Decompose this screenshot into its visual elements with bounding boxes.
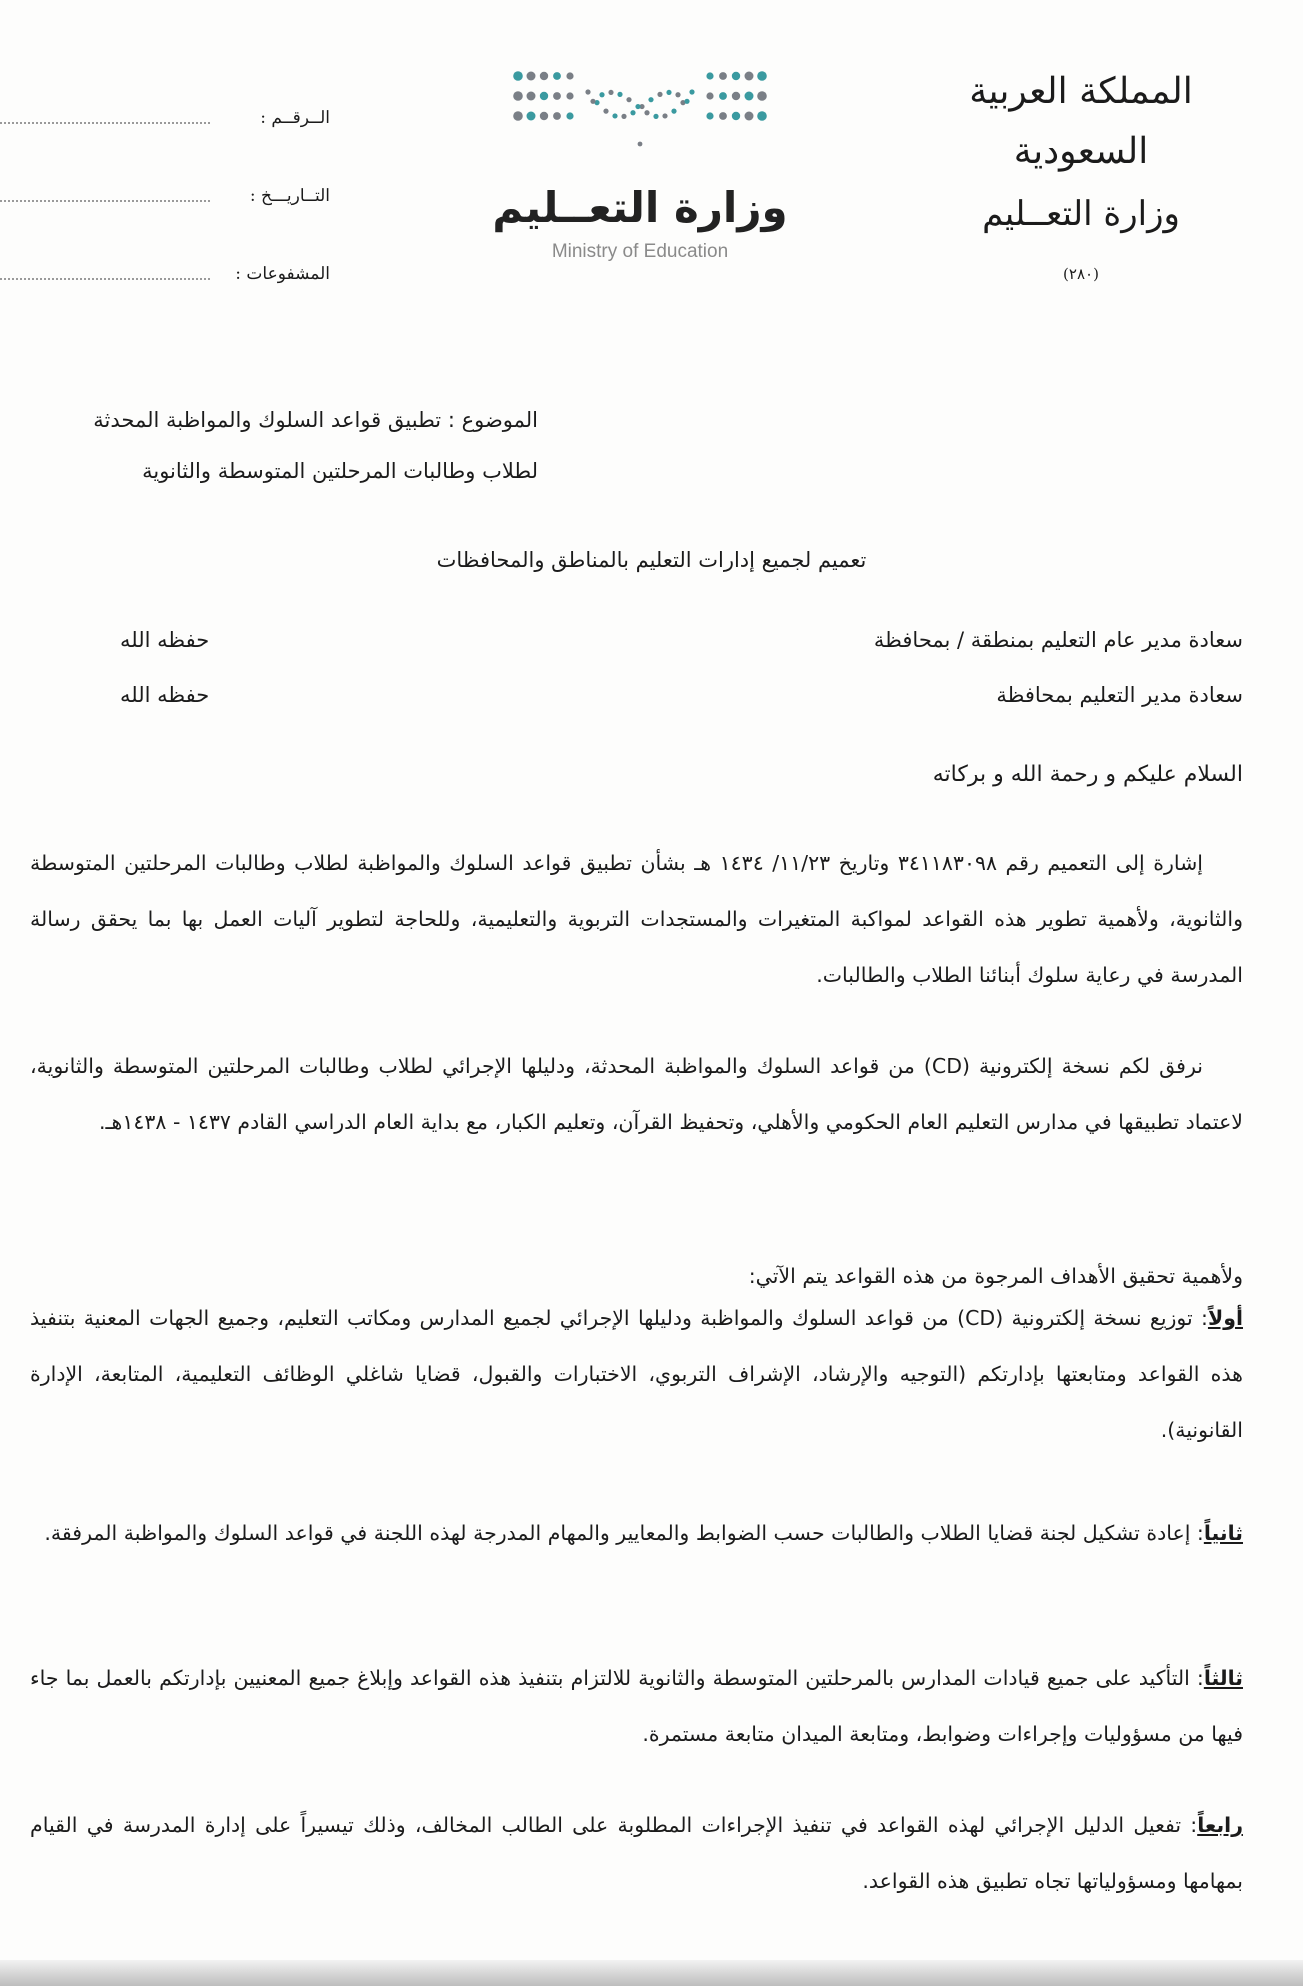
logo-dot — [566, 92, 573, 99]
addressee-2-name: سعادة مدير التعليم بمحافظة — [996, 683, 1243, 707]
logo-english-name: Ministry of Education — [551, 241, 729, 262]
logo-dot — [626, 97, 631, 102]
logo-dot — [608, 90, 613, 95]
item-second-text: : إعادة تشكيل لجنة قضايا الطلاب والطالبات حسب الضوابط والمعايير والمهام المدرجة لهذه اللجنة في قواعد السلوك والمواظبة المرفقة. — [44, 1521, 1204, 1545]
logo-dot — [540, 92, 548, 100]
logo-dot — [657, 92, 662, 97]
addressee-2-blessing: حفظه الله — [120, 683, 210, 707]
ministry-name: وزارة التعــليم — [982, 194, 1180, 234]
logo-dot — [666, 90, 671, 95]
meta-label-attachments: المشفوعات : — [235, 264, 330, 284]
logo-dot — [540, 112, 548, 120]
logo-dot — [612, 113, 617, 118]
logo-dot — [732, 112, 740, 120]
logo-dot — [644, 110, 649, 115]
logo-dot — [635, 104, 640, 109]
logo-dot — [513, 111, 523, 121]
kingdom-header — [921, 62, 1241, 294]
logo-dot — [621, 114, 626, 119]
meta-label-number: الــرقــم : — [260, 108, 330, 128]
logo-dot — [671, 109, 676, 114]
logo-dot — [638, 142, 643, 147]
item-second-ordinal: ثانياً — [1203, 1521, 1243, 1545]
item-first-ordinal: أولاً — [1207, 1306, 1243, 1330]
subject-line-2: لطلاب وطالبات المرحلتين المتوسطة والثانوية — [142, 459, 538, 483]
logo-dot — [590, 99, 595, 104]
logo-dot — [513, 71, 523, 81]
logo-dot — [757, 91, 767, 101]
logo-dots-icon — [500, 62, 780, 172]
logo-dot — [675, 92, 680, 97]
item-second — [30, 1505, 1243, 1561]
logo-dot — [599, 92, 604, 97]
paragraph-intro: ولأهمية تحقيق الأهداف المرجوة من هذه القواعد يتم الآتي: — [748, 1264, 1243, 1288]
logo-dot — [630, 110, 635, 115]
logo-dot — [553, 72, 561, 80]
logo-dot — [689, 89, 694, 94]
item-third-text: : التأكيد على جميع قيادات المدارس بالمرحلتين المتوسطة والثانوية للالتزام بتنفيذ هذه القواعد وإبلاغ جميع المعنيين بإدارتكم بالعمل بما جاء فيها من مسؤوليات وإجراءات وضوابط، ومتابعة الميدان متابعة مستمرة. — [30, 1666, 1243, 1746]
logo-dot — [566, 72, 573, 79]
logo-dot — [757, 111, 767, 121]
meta-line-date — [0, 200, 210, 202]
meta-row-number — [0, 64, 330, 142]
logo-dot — [648, 97, 653, 102]
item-fourth — [30, 1797, 1243, 1909]
logo-dot — [513, 91, 523, 101]
logo-dot — [719, 92, 727, 100]
logo-dot — [719, 72, 727, 80]
logo-dot — [732, 72, 740, 80]
meta-row-date — [0, 142, 330, 220]
logo-dot — [585, 89, 590, 94]
addressee-1-blessing: حفظه الله — [120, 628, 210, 652]
meta-line-attachments — [0, 278, 210, 280]
ministry-code: (٢٨٠) — [1063, 265, 1099, 283]
meta-label-date: التــاريـــخ : — [249, 186, 330, 206]
addressee-1 — [120, 615, 1243, 665]
logo-arabic-name: وزارة التعــليم — [492, 183, 788, 232]
logo-dot — [706, 72, 713, 79]
paragraph-attachment: نرفق لكم نسخة إلكترونية (CD) من قواعد السلوك والمواظبة المحدثة، ودليلها الإجرائي لطلاب وطالبات المرحلتين المتوسطة والثانوية، لاعتماد تطبيقها في مدارس التعليم العام الحكومي والأهلي، وتحفيظ القرآن، وتعليم الكبار، مع بداية العام الدراسي القادم ١٤٣٧ - ١٤٣٨هـ. — [30, 1054, 1243, 1134]
logo-dot — [719, 112, 727, 120]
logo-dot — [553, 92, 561, 100]
logo-dot — [566, 112, 573, 119]
meta-row-attachments — [0, 220, 330, 298]
logo-dot — [745, 92, 754, 101]
logo-dot — [553, 112, 561, 120]
item-fourth-ordinal: رابعاً — [1197, 1813, 1243, 1837]
logo-dot — [757, 71, 767, 81]
meta-line-number — [0, 122, 210, 124]
subject-line-1: الموضوع : تطبيق قواعد السلوك والمواظبة المحدثة — [93, 408, 538, 432]
logo-dot — [617, 92, 622, 97]
item-third-ordinal: ثالثاً — [1203, 1666, 1243, 1690]
logo-dot — [745, 112, 754, 121]
addressee-2 — [120, 670, 1243, 720]
logo-dot — [745, 72, 754, 81]
item-third — [30, 1650, 1243, 1762]
paragraph-reference: إشارة إلى التعميم رقم ٣٤١١٨٣٠٩٨ وتاريخ ١١/٢٣/ ١٤٣٤ هـ بشأن تطبيق قواعد السلوك والمواظبة لطلاب وطالبات المرحلتين المتوسطة والثانوية، ولأهمية تطوير هذه القواعد لمواكبة المتغيرات والمستجدات التربوية والتعليمية، وللحاجة لتطوير آليات العمل بها بما يحقق رسالة المدرسة في رعاية سلوك أبنائنا الطلاب والطالبات. — [30, 851, 1243, 987]
letter-subject — [28, 395, 538, 497]
circular-title: تعميم لجميع إدارات التعليم بالمناطق والمحافظات — [436, 548, 867, 572]
logo-dot — [527, 112, 536, 121]
item-fourth-text: : تفعيل الدليل الإجرائي لهذه القواعد في تنفيذ الإجراءات المطلوبة على الطالب المخالف، وذلك تيسيراً على إدارة المدرسة في القيام بمهامها ومسؤولياتها تجاه تطبيق هذه القواعد. — [30, 1813, 1243, 1893]
logo-dot — [527, 92, 536, 101]
ministry-logo — [430, 62, 850, 292]
logo-dot — [706, 112, 713, 119]
logo-dot — [653, 114, 658, 119]
item-first-text: : توزيع نسخة إلكترونية (CD) من قواعد السلوك والمواظبة ودليلها الإجرائي لجميع المدارس ومكاتب التعليم، وجميع الجهات المعنية بتنفيذ هذه القواعد ومتابعتها بإدارتكم (التوجيه والإرشاد، الإشراف التربوي، الاختبارات والقبول، قضايا شاغلي الوظائف التعليمية، المتابعة، الإدارة القانونية). — [30, 1306, 1243, 1442]
logo-dot — [603, 109, 608, 114]
letter-meta-fields — [0, 64, 330, 298]
logo-dot — [706, 92, 713, 99]
logo-dot — [684, 99, 689, 104]
logo-dot — [527, 72, 536, 81]
scan-bottom-edge — [0, 1960, 1303, 1986]
item-first — [30, 1290, 1243, 1458]
logo-dot — [732, 92, 740, 100]
logo-dot — [540, 72, 548, 80]
logo-dot — [662, 113, 667, 118]
greeting: السلام عليكم و رحمة الله و بركاته — [932, 762, 1243, 787]
addressee-1-name: سعادة مدير عام التعليم بمنطقة / بمحافظة — [873, 628, 1243, 652]
kingdom-name: المملكة العربية السعودية — [969, 71, 1193, 172]
